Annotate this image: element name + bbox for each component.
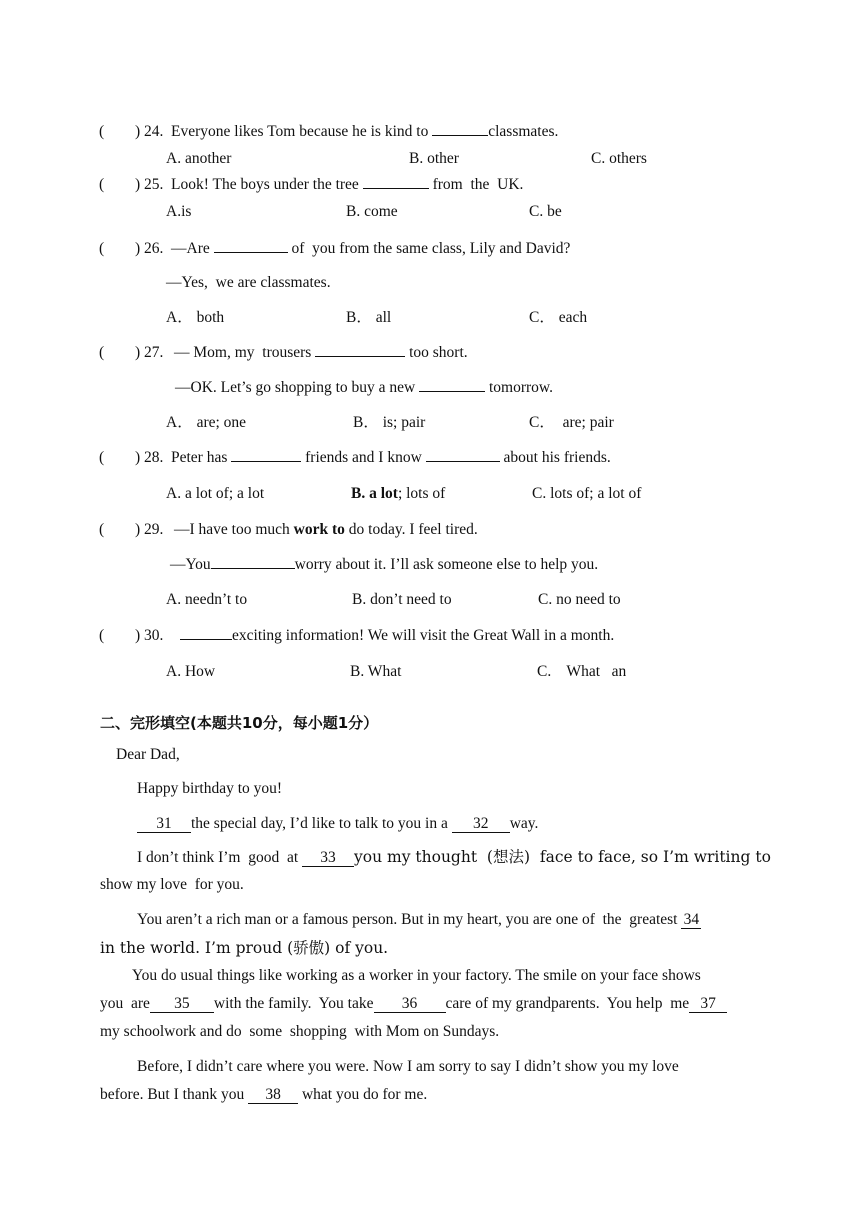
answer-blank[interactable]	[214, 252, 288, 253]
letter-line	[100, 1085, 427, 1105]
question-number: ) 24.	[135, 123, 164, 140]
answer-bracket-left: (	[99, 627, 105, 644]
stem-text: classmates.	[488, 123, 559, 140]
cloze-blank-32[interactable]: 32	[452, 815, 510, 833]
letter-line	[137, 814, 538, 834]
dialogue-reply: —Yes, we are classmates.	[166, 274, 331, 291]
question-number: ) 25.	[135, 176, 164, 193]
option-c[interactable]: C. no need to	[538, 591, 621, 608]
cloze-blank-33[interactable]: 33	[302, 849, 354, 867]
question-stem	[180, 626, 614, 646]
stem-text: —OK. Let’s go shopping to buy a new	[175, 379, 416, 396]
option-a[interactable]: A. another	[166, 150, 232, 167]
stem-text: do today. I feel tired.	[348, 521, 478, 538]
cloze-blank-38[interactable]: 38	[248, 1086, 298, 1104]
question-number: ) 28.	[135, 449, 164, 466]
stem-text: exciting information! We will visit the Great Wall in a month.	[232, 627, 615, 644]
answer-blank[interactable]	[231, 461, 301, 462]
letter-text: You aren’t a rich man or a famous person. But in my heart, you are one of the greatest	[137, 911, 678, 928]
option-b[interactable]: B． all	[346, 309, 392, 326]
option-c[interactable]: C． are; pair	[529, 414, 614, 431]
question-stem	[171, 448, 611, 468]
answer-blank[interactable]	[426, 461, 500, 462]
question-stem	[174, 520, 478, 540]
option-c[interactable]: C. be	[529, 203, 562, 220]
stem-text: of you from the same class, Lily and David?	[291, 240, 571, 257]
option-a[interactable]: A. a lot of; a lot	[166, 485, 265, 502]
letter-line: in the world. I’m proud (骄傲) of you.	[100, 939, 389, 957]
cloze-blank-37[interactable]: 37	[689, 995, 727, 1013]
question-stem	[174, 343, 468, 363]
question-stem	[171, 175, 523, 195]
option-a[interactable]: A． both	[166, 309, 225, 326]
option-c[interactable]: C. others	[591, 150, 647, 167]
answer-bracket-left: (	[99, 344, 105, 361]
question-number: ) 27.	[135, 344, 164, 361]
answer-blank[interactable]	[419, 391, 485, 392]
letter-line: Happy birthday to you!	[137, 780, 283, 797]
stem-text: —I have too much	[174, 521, 290, 538]
letter-text: way.	[509, 815, 539, 832]
letter-text: before. But I thank you	[100, 1086, 245, 1103]
letter-line	[100, 994, 727, 1014]
letter-line	[137, 847, 771, 868]
cloze-blank-34[interactable]: 34	[681, 911, 701, 929]
stem-text-bold: work to	[293, 521, 345, 538]
dialogue-reply	[175, 378, 553, 398]
letter-line: my schoolwork and do some shopping with Mom on Sundays.	[100, 1023, 500, 1040]
question-number: ) 30.	[135, 627, 164, 644]
cloze-blank-31[interactable]: 31	[137, 815, 191, 833]
stem-text: Everyone likes Tom because he is kind to	[171, 123, 429, 140]
option-b[interactable]: B. don’t need to	[352, 591, 452, 608]
answer-blank[interactable]	[180, 639, 232, 640]
stem-text: friends and I know	[305, 449, 422, 466]
letter-text: you my thought (想法) face to face, so I’m writing to	[354, 848, 771, 866]
stem-text: worry about it. I’ll ask someone else to help you.	[294, 556, 599, 573]
option-b[interactable]: B. other	[409, 150, 459, 167]
answer-bracket-left: (	[99, 240, 105, 257]
answer-bracket-left: (	[99, 176, 105, 193]
question-stem	[171, 122, 558, 142]
question-number: ) 29.	[135, 521, 164, 538]
stem-text: —Are	[171, 240, 210, 257]
option-b[interactable]	[351, 484, 445, 504]
letter-line: Before, I didn’t care where you were. Now I am sorry to say I didn’t show you my love	[137, 1058, 679, 1075]
option-c[interactable]: C. What an	[537, 663, 627, 680]
letter-text: I don’t think I’m good at	[137, 849, 299, 866]
answer-blank[interactable]	[211, 568, 295, 569]
cloze-blank-36[interactable]: 36	[374, 995, 446, 1013]
option-a[interactable]: A.is	[166, 203, 192, 220]
option-b[interactable]: B. come	[346, 203, 398, 220]
option-a[interactable]: A． are; one	[166, 414, 247, 431]
letter-line: You do usual things like working as a worker in your factory. The smile on your face shows	[132, 967, 701, 984]
option-b-bold: B. a lot	[351, 485, 398, 502]
option-b-rest: ; lots of	[397, 485, 446, 502]
letter-text: what you do for me.	[301, 1086, 428, 1103]
option-c[interactable]: C． each	[529, 309, 588, 326]
option-b[interactable]: B． is; pair	[353, 414, 426, 431]
stem-text: —You	[170, 556, 211, 573]
section-heading: 二、完形填空(本题共10分，每小题1分）	[100, 714, 379, 732]
option-a[interactable]: A. How	[166, 663, 216, 680]
letter-text: the special day, I’d like to talk to you in a	[191, 815, 448, 832]
stem-text: too short.	[409, 344, 468, 361]
answer-blank[interactable]	[432, 135, 488, 136]
stem-text: — Mom, my trousers	[174, 344, 312, 361]
answer-blank[interactable]	[363, 188, 429, 189]
question-stem	[171, 239, 570, 259]
letter-greeting: Dear Dad,	[116, 746, 180, 763]
answer-bracket-left: (	[99, 449, 105, 466]
option-c[interactable]: C. lots of; a lot of	[532, 485, 642, 502]
stem-text: Peter has	[171, 449, 228, 466]
stem-text: tomorrow.	[488, 379, 553, 396]
letter-text: care of my grandparents. You help me	[445, 995, 690, 1012]
stem-text: from the UK.	[432, 176, 524, 193]
option-b[interactable]: B. What	[350, 663, 402, 680]
answer-bracket-left: (	[99, 123, 105, 140]
stem-text: Look! The boys under the tree	[171, 176, 359, 193]
answer-bracket-left: (	[99, 521, 105, 538]
answer-blank[interactable]	[315, 356, 405, 357]
option-a[interactable]: A. needn’t to	[166, 591, 248, 608]
letter-text: with the family. You take	[213, 995, 374, 1012]
stem-text: about his friends.	[503, 449, 611, 466]
dialogue-reply	[170, 555, 598, 575]
cloze-blank-35[interactable]: 35	[150, 995, 214, 1013]
letter-line: show my love for you.	[100, 876, 244, 893]
letter-line	[137, 910, 701, 930]
letter-text: you are	[100, 995, 150, 1012]
question-number: ) 26.	[135, 240, 164, 257]
